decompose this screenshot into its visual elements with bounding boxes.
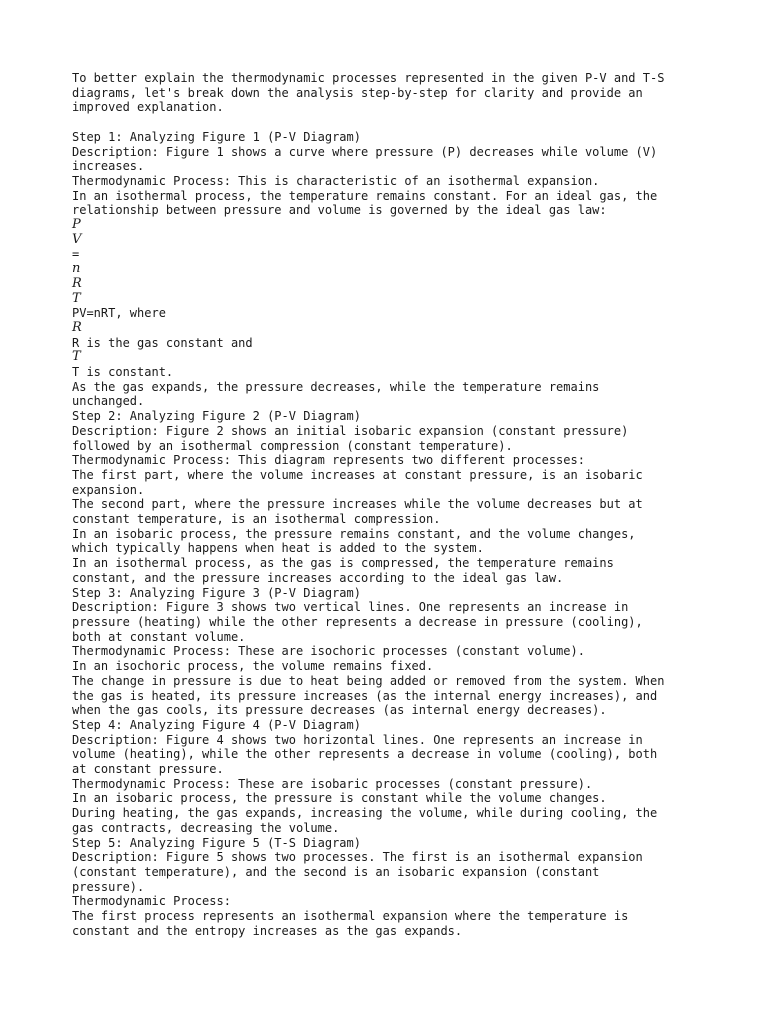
- text-line: Thermodynamic Process: This diagram represents two different processes:: [72, 453, 585, 468]
- math-symbol: T: [72, 349, 81, 365]
- math-symbol: n: [72, 261, 81, 277]
- math-symbol: T: [72, 290, 81, 306]
- text-line: Step 4: Analyzing Figure 4 (P-V Diagram): [72, 717, 361, 732]
- text-line: volume (heating), while the other represents a decrease in volume (cooling), both: [72, 747, 658, 762]
- math-symbol: R: [72, 275, 82, 291]
- text-line: In an isochoric process, the volume remains fixed.: [72, 659, 434, 674]
- text-line: constant and the entropy increases as the gas expands.: [72, 923, 463, 938]
- math-symbol: P: [72, 217, 81, 233]
- text-line: The first part, where the volume increases at constant pressure, is an isobaric: [72, 467, 643, 482]
- text-line: During heating, the gas expands, increasing the volume, while during cooling, the: [72, 806, 658, 821]
- text-line: In an isothermal process, the temperature remains constant. For an ideal gas, the: [72, 188, 658, 203]
- text-line: To better explain the thermodynamic processes represented in the given P-V and T-S: [72, 71, 665, 85]
- text-line: pressure).: [72, 879, 145, 894]
- text-line: pressure (heating) while the other represents a decrease in pressure (cooling),: [72, 615, 643, 629]
- text-line: diagrams, let's break down the analysis step-by-step for clarity and provide an: [72, 85, 643, 100]
- text-line: improved explanation.: [72, 100, 224, 115]
- text-line: The first process represents an isothermal expansion where the temperature is: [72, 909, 629, 924]
- text-line: at constant pressure.: [72, 762, 224, 777]
- text-line: In an isothermal process, as the gas is compressed, the temperature remains: [72, 556, 614, 571]
- text-line: increases.: [72, 159, 145, 174]
- document-body: [72, 71, 702, 938]
- text-line: =: [72, 247, 80, 262]
- text-line: In an isobaric process, the pressure is constant while the volume changes.: [72, 791, 607, 806]
- text-line: The second part, where the pressure increases while the volume decreases but at: [72, 497, 643, 512]
- math-symbol: R: [72, 319, 82, 335]
- text-line: Description: Figure 4 shows two horizontal lines. One represents an increase in: [72, 732, 643, 747]
- text-line: the gas is heated, its pressure increases (as the internal energy increases), and: [72, 688, 658, 703]
- text-line: Step 3: Analyzing Figure 3 (P-V Diagram): [72, 585, 361, 600]
- text-line: Thermodynamic Process: These are isochoric processes (constant volume).: [72, 644, 585, 659]
- math-symbol: V: [72, 231, 82, 247]
- text-line: constant temperature, is an isothermal compression.: [72, 512, 441, 527]
- text-line: T is constant.: [72, 365, 174, 380]
- text-line: Thermodynamic Process:: [72, 894, 231, 909]
- text-line: As the gas expands, the pressure decreases, while the temperature remains: [72, 379, 600, 394]
- text-line: Step 5: Analyzing Figure 5 (T-S Diagram): [72, 835, 361, 850]
- text-line: Step 1: Analyzing Figure 1 (P-V Diagram): [72, 129, 361, 144]
- text-line: Thermodynamic Process: These are isobaric processes (constant pressure).: [72, 776, 593, 791]
- text-line: Description: Figure 2 shows an initial isobaric expansion (constant pressure): [72, 423, 629, 438]
- text-line: both at constant volume.: [72, 629, 246, 644]
- text-line: Description: Figure 1 shows a curve where pressure (P) decreases while volume (V): [72, 144, 658, 159]
- text-line: (constant temperature), and the second is an isobaric expansion (constant: [72, 864, 600, 879]
- text-line: which typically happens when heat is added to the system.: [72, 541, 484, 556]
- text-line: PV=nRT, where: [72, 306, 166, 321]
- paragraph-break: [72, 115, 702, 130]
- text-line: followed by an isothermal compression (constant temperature).: [72, 438, 513, 453]
- text-line: gas contracts, decreasing the volume.: [72, 820, 340, 835]
- text-line: constant, and the pressure increases according to the ideal gas law.: [72, 570, 564, 585]
- text-line: R is the gas constant and: [72, 335, 253, 350]
- text-line: unchanged.: [72, 394, 145, 409]
- text-line: when the gas cools, its pressure decreases (as internal energy decreases).: [72, 703, 607, 718]
- text-line: expansion.: [72, 482, 145, 497]
- text-line: Description: Figure 5 shows two processes. The first is an isothermal expansion: [72, 850, 643, 865]
- text-line: The change in pressure is due to heat being added or removed from the system. When: [72, 673, 665, 688]
- text-line: Description: Figure 3 shows two vertical lines. One represents an increase in: [72, 600, 629, 615]
- text-line: Step 2: Analyzing Figure 2 (P-V Diagram): [72, 409, 361, 424]
- text-line: In an isobaric process, the pressure remains constant, and the volume changes,: [72, 526, 636, 541]
- text-line: Thermodynamic Process: This is characteristic of an isothermal expansion.: [72, 173, 600, 188]
- text-line: relationship between pressure and volume is governed by the ideal gas law:: [72, 203, 607, 218]
